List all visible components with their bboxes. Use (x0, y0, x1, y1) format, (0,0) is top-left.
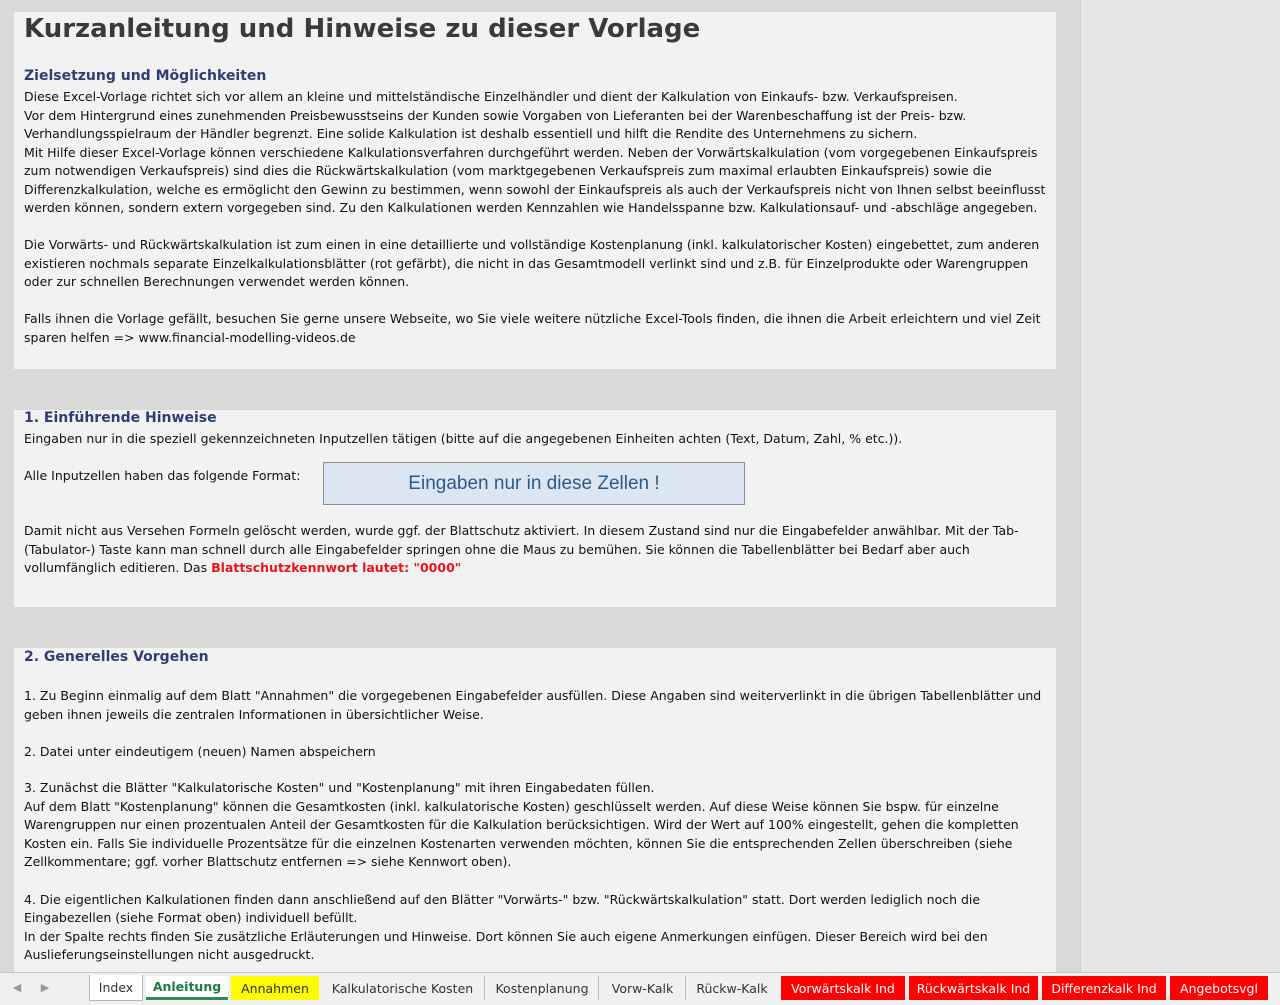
procedure-panel (14, 648, 1056, 972)
tab-angebotsvgl[interactable]: Angebotsvgl (1170, 976, 1268, 1000)
procedure-text-line: Zellkommentare; ggf. vorher Blattschutz entfernen => siehe Kennwort oben). (24, 854, 512, 869)
intro-text-line: Diese Excel-Vorlage richtet sich vor allem an kleine und mittelständische Einzelhändler und dient der Kalkulation von Einkaufs- bzw. Verkaufspreisen. (24, 89, 958, 104)
tab-annahmen[interactable]: Annahmen (231, 976, 319, 1000)
sheet-tab-bar (0, 972, 1280, 1005)
procedure-text-line: In der Spalte rechts finden Sie zusätzliche Erläuterungen und Hinweise. Dort können Sie auch eigene Anmerkungen einfügen. Dieser Bereich wird bei den (24, 928, 988, 944)
tab-rueckwaertskalk-ind[interactable]: Rückwärtskalk Ind (909, 976, 1038, 1000)
format-label: Alle Inputzellen haben das folgende Format: (24, 468, 301, 483)
intro-notes-panel (14, 410, 1056, 607)
intro-text-line: oder zur schnellen Berechnungen verwendet werden können. (24, 274, 410, 289)
procedure-text-line: 4. Die eigentlichen Kalkulationen finden dann anschließend auf den Blätter "Vorwärts-" bzw. "Rückwärtskalkulation" statt. Dort werden lediglich noch die (24, 891, 981, 907)
intro-panel (14, 12, 1056, 369)
notes-text-line: Eingaben nur in die speziell gekennzeichneten Inputzellen tätigen (bitte auf die angegebenen Einheiten achten (Text, Datum, Zahl, % etc.)). (24, 431, 903, 446)
tab-rueckw-kalk[interactable]: Rückw-Kalk (696, 980, 768, 996)
intro-text-line: Verhandlungsspielraum der Händler begrenzt. Eine solide Kalkulation ist deshalb essentiell und hilft die Rendite des Unternehmens zu sichern. (24, 126, 918, 141)
notes-text-line: Damit nicht aus Versehen Formeln gelöscht werden, wurde ggf. der Blattschutz aktiviert. In diesem Zustand sind nur die Eingabefelder anwählbar. Mit der Tab- (24, 523, 1019, 538)
password-hint: Blattschutzkennwort lautet: "0000" (211, 560, 462, 575)
intro-text-line: Mit Hilfe dieser Excel-Vorlage können verschiedene Kalkulationsverfahren durchgeführt werden. Neben der Vorwärtskalkulation (vom vorgegebenen Einkaufspreis (24, 144, 1038, 160)
procedure-text-line: Auslieferungseinstellungen nicht ausgedruckt. (24, 947, 315, 962)
procedure-text-line: 2. Datei unter eindeutigem (neuen) Namen abspeichern (24, 744, 376, 759)
intro-text-line: existieren nochmals separate Einzelkalkulationsblätter (rot gefärbt), die nicht in das Gesamtmodell verlinkt sind und z.B. für Einzelprodukte oder Warengruppen (24, 255, 1029, 271)
section-heading-goals: Zielsetzung und Möglichkeiten (24, 68, 267, 84)
procedure-text-line: Auf dem Blatt "Kostenplanung" können die Gesamtkosten (inkl. kalkulatorische Kosten) geschlüsselt werden. Auf diese Weise können Sie bspw. für einzelne (24, 798, 999, 814)
notes-text-line (24, 559, 461, 578)
intro-text-line: Die Vorwärts- und Rückwärtskalkulation ist zum einen in eine detaillierte und vollständige Kostenplanung (inkl. kalkulatorischer Kosten) eingebettet, zum anderen (24, 237, 1040, 252)
scroll-tabs-right-icon[interactable]: ▶ (40, 981, 50, 994)
tab-anleitung[interactable]: Anleitung (146, 976, 228, 1000)
section-heading-procedure: 2. Generelles Vorgehen (24, 649, 209, 665)
tab-index[interactable]: Index (89, 975, 143, 1001)
tab-vorw-kalk[interactable]: Vorw-Kalk (600, 976, 686, 1000)
procedure-text-line: Kosten ein. Falls Sie individuelle Prozentsätze für die einzelnen Kostenarten verwenden möchten, können Sie die entsprechenden Zellen überschreiben (siehe (24, 835, 1013, 851)
procedure-text-line: 3. Zunächst die Blätter "Kalkulatorische Kosten" und "Kostenplanung" mit ihren Eingabedaten füllen. (24, 780, 655, 795)
scroll-tabs-left-icon[interactable]: ◀ (12, 981, 22, 994)
website-text-line: sparen helfen => www.financial-modelling-videos.de (24, 329, 356, 345)
tab-kalkulatorische-kosten[interactable]: Kalkulatorische Kosten (321, 976, 485, 1000)
notes-text-line: (Tabulator-) Taste kann man schnell durch alle Eingabefelder springen ohne die Maus zu bemühen. Sie können die Tabellenblätter bei Bedarf aber auch (24, 541, 970, 557)
intro-text-line: zum notwendigen Verkaufspreis) sind dies die Rückwärtskalkulation (vom marktgegebenen Verkaufspreis zum maximal erlaubten Einkaufspreis) sowie die (24, 163, 992, 178)
notes-text-prefix: vollumfänglich editieren. Das (24, 560, 212, 575)
tab-vorwaertskalk-ind[interactable]: Vorwärtskalk Ind (781, 976, 905, 1000)
tab-differenzkalk-ind[interactable]: Differenzkalk Ind (1042, 976, 1166, 1000)
intro-text-line: Differenzkalkulation, welche es ermöglicht den Gewinn zu bestimmen, wenn sowohl der Einkaufspreis als auch der Verkaufspreis nicht von Ihnen selbst beeinflusst (24, 181, 1046, 197)
intro-text-line: Falls ihnen die Vorlage gefällt, besuchen Sie gerne unsere Webseite, wo Sie viele weitere nützliche Excel-Tools finden, die ihnen die Arbeit erleichtern und viel Zeit (24, 311, 1041, 326)
section-heading-notes: 1. Einführende Hinweise (24, 410, 217, 426)
page-title: Kurzanleitung und Hinweise zu dieser Vorlage (24, 14, 701, 44)
tab-kostenplanung[interactable]: Kostenplanung (486, 976, 599, 1000)
intro-text-line: werden können, sondern extern vorgegeben sind. Zu den Kalkulationen werden Kennzahlen wie Handelsspanne bzw. Kalkulationsauf- und -abschläge angegeben. (24, 200, 1038, 215)
procedure-text-line: Eingabezellen (siehe Format oben) individuell befüllt. (24, 910, 358, 925)
procedure-text-line: geben ihnen jeweils die zentralen Informationen in übersichtlicher Weise. (24, 706, 484, 722)
worksheet-empty-columns[interactable] (1080, 0, 1280, 972)
procedure-text-line: 1. Zu Beginn einmalig auf dem Blatt "Annahmen" die vorgegebenen Eingabefelder ausfüllen. Diese Angaben sind weiterverlinkt in die übrigen Tabellenblätter und (24, 688, 1042, 703)
intro-text-line: Vor dem Hintergrund eines zunehmenden Preisbewusstseins der Kunden sowie Vorgaben von Lieferanten bei der Warenbeschaffung ist der Preis- bzw. (24, 107, 967, 123)
input-format-sample[interactable]: Eingaben nur in diese Zellen ! (323, 462, 745, 505)
procedure-text-line: Warengruppen nur einen prozentualen Anteil der Gesamtkosten für die Kalkulation berücksichtigen. Wird der Wert auf 100% eingestellt, gehen die kompletten (24, 817, 1019, 832)
